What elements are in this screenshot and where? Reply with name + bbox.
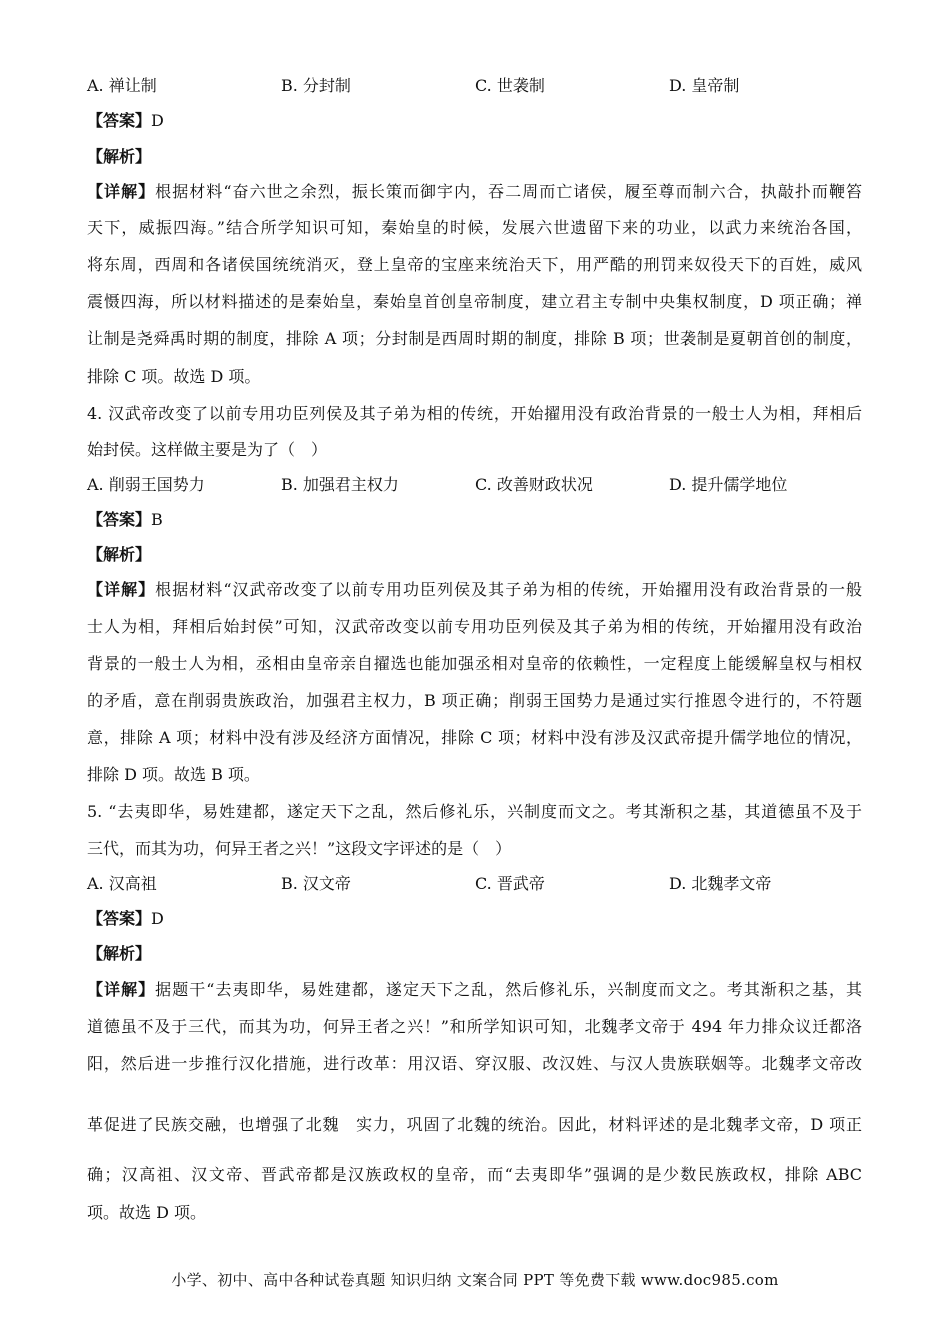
- q4-analysis-heading: [87, 545, 862, 565]
- q3-option-a: A. 禅让制: [87, 76, 157, 95]
- detail-tag: 【详解】: [87, 182, 156, 201]
- q5-detail-line: 项。故选 D 项。: [87, 1203, 207, 1222]
- q3-detail-line: 震慑四海，所以材料描述的是秦始皇，秦始皇首创皇帝制度，建立君主专制中央集权制度，D 项正确；禅: [87, 292, 862, 311]
- q3-option-d: D. 皇帝制: [669, 76, 740, 95]
- q4-option-d: D. 提升儒学地位: [669, 475, 788, 494]
- q3-detail-line: 排除 C 项。故选 D 项。: [87, 367, 261, 386]
- detail-text: 根据材料“汉武帝改变了以前专用功臣列侯及其子弟为相的传统，开始擢用没有政治背景的一般: [155, 580, 862, 599]
- q4-stem: 4. 汉武帝改变了以前专用功臣列侯及其子弟为相的传统，开始擢用没有政治背景的一般士人为相，拜相后: [87, 404, 862, 423]
- answer-tag: 【答案】: [87, 510, 152, 529]
- q5-option-a: A. 汉高祖: [87, 874, 157, 893]
- q4-detail-line: 士人为相，拜相后始封侯”可知，汉武帝改变以前专用功臣列侯及其子弟为相的传统，开始擢用没有政治: [87, 617, 862, 636]
- q3-analysis-heading: [87, 147, 862, 167]
- q4-option-b: B. 加强君主权力: [281, 475, 399, 494]
- answer-value: D: [151, 909, 164, 928]
- q4-detail-line: 的矛盾，意在削弱贵族政治，加强君主权力，B 项正确；削弱王国势力是通过实行推恩令进行的，不符题: [87, 691, 862, 710]
- q3-option-b: B. 分封制: [281, 76, 351, 95]
- answer-value: B: [151, 510, 163, 529]
- answer-tag: 【答案】: [87, 111, 152, 130]
- q4-option-c: C. 改善财政状况: [475, 475, 593, 494]
- detail-tag: 【详解】: [87, 980, 156, 999]
- q4-detail-line: 意，排除 A 项；材料中没有涉及经济方面情况，排除 C 项；材料中没有涉及汉武帝提升儒学地位的情况，: [87, 728, 862, 747]
- q5-detail-line: 阳，然后进一步推行汉化措施，进行改革：用汉语、穿汉服、改汉姓、与汉人贵族联姻等。北魏孝文帝改: [87, 1054, 862, 1073]
- q3-option-c: C. 世袭制: [475, 76, 545, 95]
- q3-detail-line: 让制是尧舜禹时期的制度，排除 A 项；分封制是西周时期的制度，排除 B 项；世袭制是夏朝首创的制度，: [87, 329, 862, 348]
- q3-detail-line: 天下，威振四海。”结合所学知识可知，秦始皇的时候，发展六世遗留下来的功业，以武力来统治各国，: [87, 218, 862, 237]
- q3-detail-line: [87, 182, 862, 202]
- q5-detail-line: 确；汉高祖、汉文帝、晋武帝都是汉族政权的皇帝，而“去夷即华”强调的是少数民族政权，排除 ABC: [87, 1165, 862, 1184]
- q4-stem: 始封侯。这样做主要是为了（ ）: [87, 440, 328, 459]
- answer-tag: 【答案】: [87, 909, 152, 928]
- analysis-tag: 【解析】: [87, 147, 152, 166]
- page-footer: 小学、初中、高中各种试卷真题 知识归纳 文案合同 PPT 等免费下载 www.doc985.com: [171, 1271, 779, 1289]
- q3-answer: [87, 111, 862, 131]
- q4-option-a: A. 削弱王国势力: [87, 475, 205, 494]
- q5-option-d: D. 北魏孝文帝: [669, 874, 772, 893]
- q4-answer: [87, 510, 862, 530]
- q5-option-b: B. 汉文帝: [281, 874, 351, 893]
- answer-value: D: [151, 111, 164, 130]
- q5-stem: 三代，而其为功，何异王者之兴！”这段文字评述的是（ ）: [87, 839, 512, 858]
- detail-tag: 【详解】: [87, 580, 156, 599]
- q4-detail-line: [87, 580, 862, 600]
- q5-option-c: C. 晋武帝: [475, 874, 545, 893]
- q5-stem: 5. “去夷即华，易姓建都，遂定天下之乱，然后修礼乐，兴制度而文之。考其渐积之基，其道德虽不及于: [87, 802, 862, 821]
- q4-detail-line: 排除 D 项。故选 B 项。: [87, 765, 260, 784]
- q4-detail-line: 背景的一般士人为相，丞相由皇帝亲自擢选也能加强丞相对皇帝的依赖性，一定程度上能缓解皇权与相权: [87, 654, 862, 673]
- q5-detail-line: 革促进了民族交融，也增强了北魏 实力，巩固了北魏的统治。因此，材料评述的是北魏孝文帝，D 项正: [87, 1115, 862, 1134]
- detail-text: 据题干“去夷即华，易姓建都，遂定天下之乱，然后修礼乐，兴制度而文之。考其渐积之基，其: [155, 980, 862, 999]
- q5-answer: [87, 909, 862, 929]
- detail-text: 根据材料“奋六世之余烈，振长策而御宇内，吞二周而亡诸侯，履至尊而制六合，执敲扑而鞭笞: [155, 182, 862, 201]
- q3-detail-line: 将东周，西周和各诸侯国统统消灭，登上皇帝的宝座来统治天下，用严酷的刑罚来奴役天下的百姓，威风: [87, 255, 862, 274]
- analysis-tag: 【解析】: [87, 944, 152, 963]
- q5-detail-line: [87, 980, 862, 1000]
- analysis-tag: 【解析】: [87, 545, 152, 564]
- q5-detail-line: 道德虽不及于三代，而其为功，何异王者之兴！”和所学知识可知，北魏孝文帝于 494 年力排众议迁都洛: [87, 1017, 862, 1036]
- q5-analysis-heading: [87, 944, 862, 964]
